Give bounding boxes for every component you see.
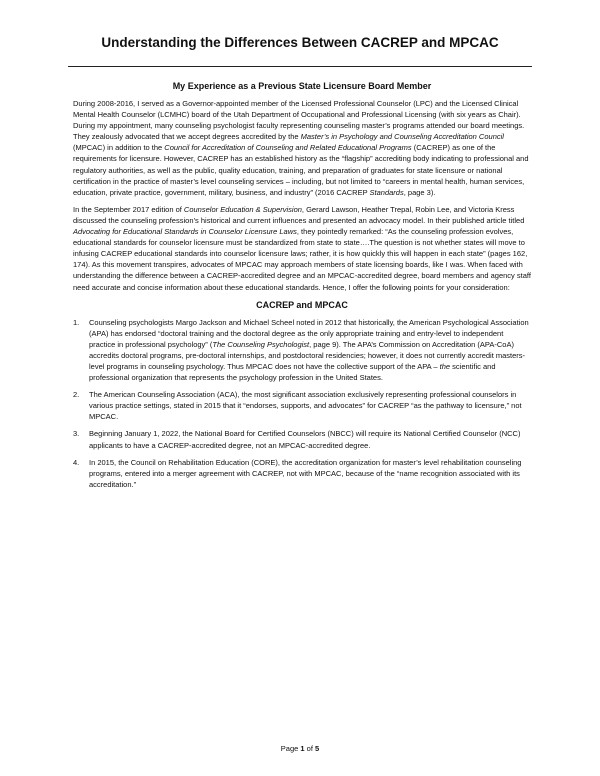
italic-text: the [439,361,451,371]
list-item-text [89,318,529,382]
list-item [73,428,531,450]
text-run: Counseling psychologists Margo Jackson and Michael Scheel noted in 2012 that historically, the American Psychological Association (APA) has endorsed “doctoral training and the doctoral degree as the only appropriate training and entry-level to independent practice in professional psychology” ( [89,317,529,349]
page-total: 5 [315,744,320,753]
list-item-text [89,390,522,421]
section-heading-cacrep-mpcac: CACREP and MPCAC [256,299,348,310]
page-footer [0,744,600,753]
list-item-text [89,458,521,489]
text-run: , Gerard Lawson, Heather Trepal, Robin Lee, and Victoria Kress discussed the counseling profession’s historical and current influences and presented an advocacy model. In their published article titled [73,204,525,225]
text-run: , they pointedly remarked: “As the counseling profession evolves, educational standards for counselor licensure must be standardized from state to state….The question is not whether states will move to infusing CACREP educational standards into counselor licensure laws; rather, it is how quickly this will happen in each state” (pages 162, 174). As this movement transpires, advocates of MPCAC may approach members of state licensing boards, like I was. When faced with understanding the difference between a CACREP-accredited degree and an MPCAC-accredited degree, board members and agency staff need accurate and concise information about these educational standards. Hence, I offer the following points for your consideration: [73,227,531,292]
italic-text: Master’s in Psychology and Counseling Accreditation Council [300,132,504,142]
text-run: (CACREP) as one of the requirements for licensure. However, CACREP has an established history as the “flagship” accrediting body indicating to professional and regulatory authorities, as well as the public, quality education, training, and preparation of graduates for state licensure or national certification in the practice of master’s level counseling services – including, but not limited to “careers in mental health, human services, education, private practice, government, military, business, and industry” (2016 CACREP [73,143,529,197]
paragraph-2 [73,204,531,293]
list-number: 2. [73,390,80,400]
text-run: During 2008-2016, I served as a Governor-appointed member of the Licensed Professional Counselor (LPC) and the Licensed Clinical Mental Health Counselor (LCMHC) board of the Utah Department of Occupational and Professional Licensing (with six years as Chair). During my appointment, many counseling psychologist faculty representing counseling master’s programs attended our board meetings. They zealously advocated that we accept degrees accredited by the [73,99,525,142]
italic-text: The Counseling Psychologist [212,339,310,349]
page-current: 1 [300,744,305,753]
text-run: In 2015, the Council on Rehabilitation Education (CORE), the accreditation organization for master’s level rehabilitation counseling programs, entered into a merger agreement with CACREP, not with MPCAC, because of the “name recognition associated with its accreditation.” [89,457,522,489]
paragraph-1 [73,98,531,198]
document-title: Understanding the Differences Between CACREP and MPCAC [101,35,499,50]
title-divider [68,66,532,67]
list-number: 1. [73,317,80,327]
italic-text: Council for Accreditation of Counseling and Related Educational Programs [164,143,412,153]
italic-text: Advocating for Educational Standards in Counselor Licensure Laws [73,227,297,237]
footer-sep: of [304,744,316,753]
text-run: Beginning January 1, 2022, the National Board for Certified Counselors (NBCC) will require its National Certified Counselor (NCC) applicants to have a CACREP-accredited degree, not an MPCAC-accredited degree. [89,429,521,450]
list-number: 4. [73,457,80,467]
list-item-text [89,429,520,449]
document-body [73,80,531,496]
text-run: , page 3). [403,187,436,197]
text-run: , page 9). The APA’s Commission on Accreditation (APA-CoA) accredits doctoral programs, pre-doctoral internships, and postdoctoral residencies; however, it does not currently accredit masters-level programs in counseling psychology. Thus MPCAC does not have the collective support of the APA – [89,339,526,371]
list-item [73,389,531,422]
text-run: The American Counseling Association (ACA), the most significant association exclusively representing professional counselors in various practice settings, stated in 2015 that it “endorses, supports, and advocates” for CACREP “as the pathway to licensure,” not MPCAC. [89,390,522,422]
list-number: 3. [73,429,80,439]
section-heading-experience: My Experience as a Previous State Licensure Board Member [172,81,432,91]
list-item [73,457,531,490]
italic-text: Counselor Education & Supervision [183,204,302,214]
text-run: scientific and professional organization that represents the psychology profession in the United States. [89,361,496,383]
text-run: (MPCAC) in addition to the [73,143,165,153]
numbered-list [73,317,531,490]
list-item [73,317,531,384]
italic-text: Standards [369,187,404,197]
text-run: In the September 2017 edition of [73,204,184,214]
footer-prefix: Page [280,744,301,753]
